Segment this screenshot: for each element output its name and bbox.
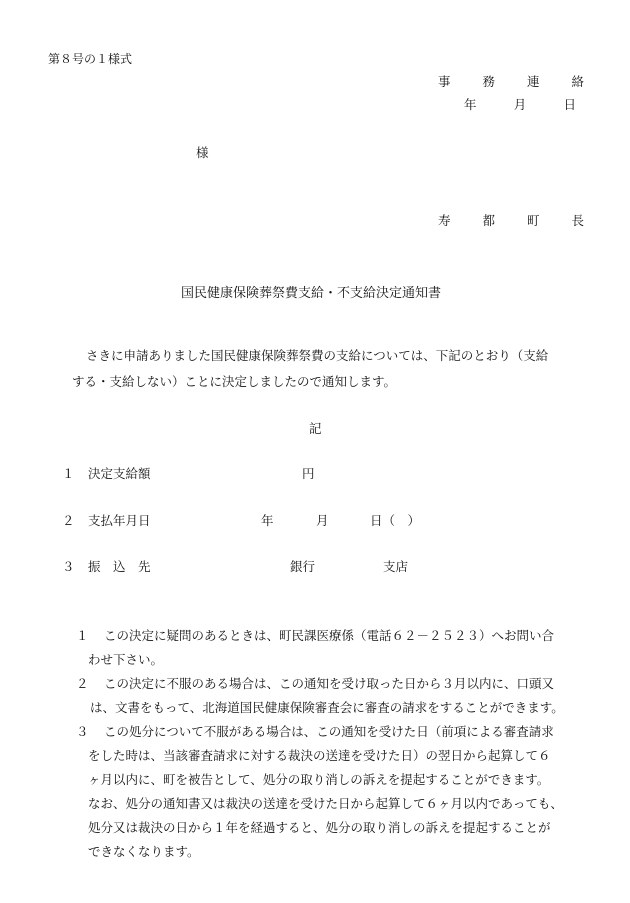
ki-heading: 記 [309,421,322,436]
note-item [62,672,598,720]
note-number: ２ [76,676,89,691]
note-number: １ [76,628,89,643]
payment-month-label: 月 [316,513,329,528]
form-number: 第８号の１様式 [48,52,133,66]
issue-date [464,99,576,112]
document-kind-char: 事 [438,74,451,89]
sender-char: 都 [482,213,495,228]
note-line: 処分又は裁決の日から１年を経過すると、処分の取り消しの訴えを提起することが [88,820,551,835]
document-kind-char: 務 [482,74,495,89]
note-item [76,624,596,672]
sender-char: 長 [571,213,584,228]
item-number: ２ [62,513,75,528]
note-line: わせ下さい。 [88,652,164,667]
payment-year-label: 年 [261,513,274,528]
document-kind-char: 絡 [571,74,584,89]
item-label: 支払年月日 [88,513,151,528]
sender-char: 寿 [438,213,451,228]
date-day-label: 日 [563,97,576,112]
item-number: ３ [62,559,75,574]
date-month-label: 月 [513,97,527,112]
item-label: 決定支給額 [88,466,151,481]
note-line: をした時は、当該審査請求に対する裁決の送達を受けた日）の翌日から起算して６ [88,748,551,763]
item-label: 振 込 先 [88,559,151,574]
note-line: この処分について不服がある場合は、この通知を受けた日（前項による審査請求 [104,724,554,739]
note-line: なお、処分の通知書又は裁決の送達を受けた日から起算して６ヶ月以内であっても、 [88,796,563,811]
addressee-suffix: 様 [196,145,209,160]
body-line: さきに申請ありました国民健康保険葬祭費の支給については、下記のとおり（支給 [86,348,549,363]
bank-label: 銀行 [290,559,316,574]
sender-char: 町 [526,213,540,228]
note-item [62,720,602,864]
note-line: この決定に疑問のあるときは、町民課医療係（電話６２－２５２３）へお問い合 [104,628,555,643]
note-line: は、文書をもって、北海道国民健康保険審査会に審査の請求をすることができます。 [90,700,564,715]
branch-label: 支店 [383,559,409,574]
body-line: する・支給しない）ことに決定しましたので通知します。 [72,374,397,389]
body-text [62,343,592,395]
item-value: 円 [302,466,315,481]
item-number: １ [62,466,75,481]
note-line: ヶ月以内に、町を被告として、処分の取り消しの訴えを提起することができます。 [88,772,550,787]
note-line: できなくなります。 [88,844,200,859]
note-line: この決定に不服のある場合は、この通知を受け取った日から３月以内に、口頭又 [104,676,555,691]
sender [438,215,584,228]
document-kind [438,76,584,89]
note-number: ３ [76,724,89,739]
payment-day-label: 日（ ） [370,513,421,528]
document-kind-char: 連 [526,74,540,89]
date-year-label: 年 [464,97,477,112]
document-title: 国民健康保険葬祭費支給・不支給決定通知書 [181,286,442,301]
